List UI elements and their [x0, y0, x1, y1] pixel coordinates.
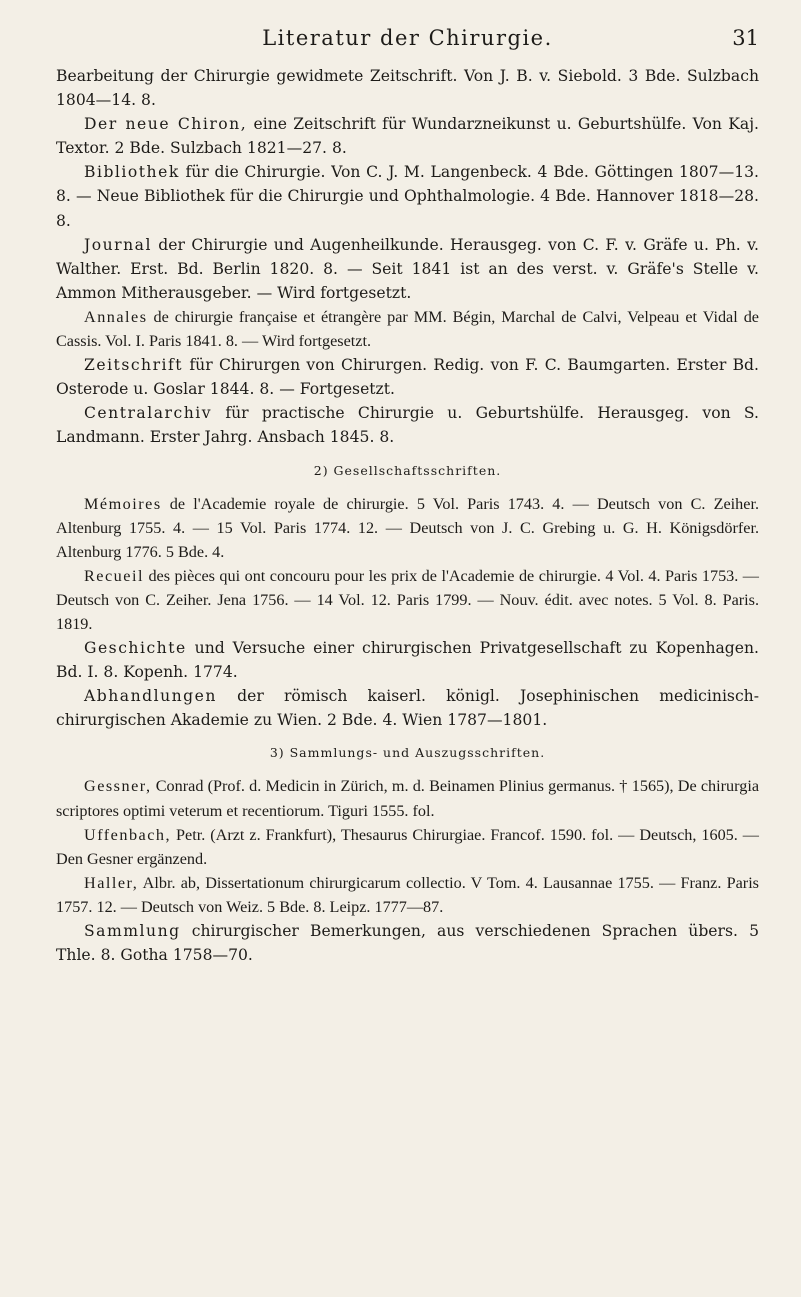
page-header — [56, 26, 759, 58]
bibliography-entry: Uffenbach, Petr. (Arzt z. Frankfurt), Thesaurus Chirurgiae. Francof. 1590. fol. — Deutsch, 1605. — Den Gesner ergänzend. — [56, 825, 759, 868]
bibliography-entry: Haller, Albr. ab, Dissertationum chirurgicarum collectio. V Tom. 4. Lausannae 1755. — Franz. Paris 1757. 12. — Deutsch von Weiz. 5 Bde. 8. Leipz. 1777—87. — [56, 873, 759, 916]
bibliography-entry: Recueil des pièces qui ont concouru pour les prix de l'Academie de chirurgie. 4 Vol. 4. Paris 1753. — Deutsch von C. Zeiher. Jena 1756. — 14 Vol. 12. Paris 1799. — Nouv. édit. avec notes. 5 Vol. 8. Paris. 1819. — [56, 566, 759, 633]
bibliography-entry: Der neue Chiron, eine Zeitschrift für Wundarzneikunst u. Geburtshülfe. Von Kaj. Textor. 2 Bde. Sulzbach 1821—27. 8. — [56, 115, 759, 158]
section-heading: 3) Sammlungs- und Auszugsschriften. — [269, 745, 546, 761]
bibliography-entry: Abhandlungen der römisch kaiserl. königl. Josephinischen medicinisch-chirurgischen Akademie zu Wien. 2 Bde. 4. Wien 1787—1801. — [56, 687, 759, 730]
page-number: 31 — [732, 26, 759, 50]
running-title: Literatur der Chirurgie. — [262, 26, 553, 50]
bibliography-entry: Bearbeitung der Chirurgie gewidmete Zeitschrift. Von J. B. v. Siebold. 3 Bde. Sulzbach 1804—14. 8. — [56, 67, 759, 110]
bibliography-entry: Mémoires de l'Academie royale de chirurgie. 5 Vol. Paris 1743. 4. — Deutsch von C. Zeiher. Altenburg 1755. 4. — 15 Vol. Paris 1774. 12. — Deutsch von J. C. Grebing u. G. H. Königsdörfer. Altenburg 1776. 5 Bde. 4. — [56, 494, 759, 561]
bibliography-entry: Annales de chirurgie française et étrangère par MM. Bégin, Marchal de Calvi, Velpeau et Vidal de Cassis. Vol. I. Paris 1841. 8. — Wird fortgesetzt. — [56, 307, 759, 351]
bibliography-entry: Geschichte und Versuche einer chirurgischen Privatgesellschaft zu Kopenhagen. Bd. I. 8. Kopenh. 1774. — [56, 639, 759, 682]
bibliography-entry: Sammlung chirurgischer Bemerkungen, aus verschiedenen Sprachen übers. 5 Thle. 8. Gotha 1758—70. — [56, 922, 759, 965]
bibliography-entry: Centralarchiv für practische Chirurgie u. Geburtshülfe. Herausgeg. von S. Landmann. Erster Jahrg. Ansbach 1845. 8. — [56, 404, 759, 447]
section-heading: 2) Gesellschaftsschriften. — [313, 462, 502, 478]
bibliography-entry: Bibliothek für die Chirurgie. Von C. J. M. Langenbeck. 4 Bde. Göttingen 1807—13. 8. — Neue Bibliothek für die Chirurgie und Ophthalmologie. 4 Bde. Hannover 1818—28. 8. — [56, 163, 759, 230]
bibliography-entry: Zeitschrift für Chirurgen von Chirurgen. Redig. von F. C. Baumgarten. Erster Bd. Osterode u. Goslar 1844. 8. — Fortgesetzt. — [56, 356, 759, 399]
page-content — [56, 64, 759, 967]
bibliography-entry: Journal der Chirurgie und Augenheilkunde. Herausgeg. von C. F. v. Gräfe u. Ph. v. Walther. Erst. Bd. Berlin 1820. 8. — Seit 1841 ist an des verst. v. Gräfe's Stelle v. Ammon Mitherausgeber. — Wird fortgesetzt. — [56, 235, 759, 302]
bibliography-entry: Gessner, Conrad (Prof. d. Medicin in Zürich, m. d. Beinamen Plinius germanus. † 1565), De chirurgia scriptores optimi veterum et recentiorum. Tiguri 1555. fol. — [56, 777, 759, 820]
